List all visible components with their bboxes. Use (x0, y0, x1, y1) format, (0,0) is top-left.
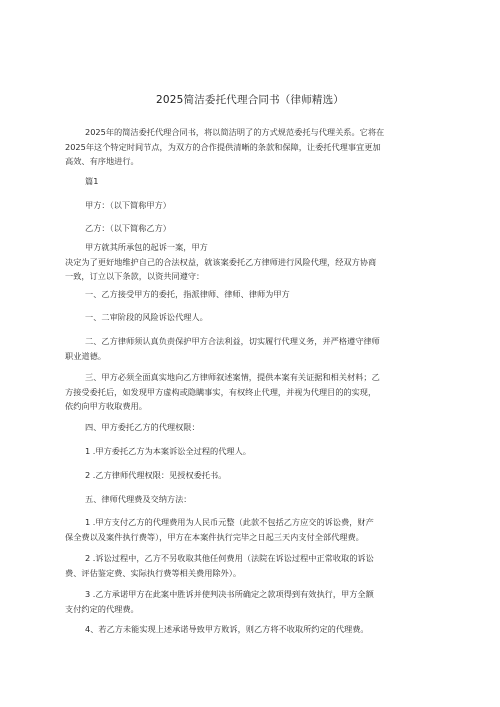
clause-4-paragraph (65, 420, 436, 435)
text-line: 2 .乙方律师代理权限：见授权委托书。 (85, 470, 227, 480)
clause-5-item-2 (65, 551, 436, 580)
text-line: 甲方：（以下简称甲方） (85, 200, 171, 210)
clause-1-paragraph (65, 287, 436, 302)
text-line: 篇1 (85, 176, 99, 186)
intro-paragraph (65, 125, 436, 169)
text-line: 费、评估鉴定费、实际执行费等相关费用除外）。 (65, 567, 242, 578)
clause-2-paragraph (65, 334, 436, 363)
clause-5-item-1 (65, 515, 436, 544)
text-line: 乙方：（以下简称乙方） (85, 223, 171, 233)
text-line: 3 .乙方承诺甲方在此案中胜诉并使判决书所确定之款项得到有效执行，甲方全额 (85, 589, 374, 599)
text-line: 决定为了更好地维护自己的合法权益，就该案委托乙方律师进行风险代理，经双方协商 (65, 256, 377, 267)
text-line: 保全费以及案件执行费等），甲方在本案件执行完毕之日起三天内支付全部代理费。 (65, 531, 364, 542)
clause-5-item-4 (65, 622, 436, 637)
clause-1-continuation (65, 310, 436, 325)
clause-4-item-1 (65, 444, 436, 459)
text-line: 二、乙方律师须认真负责保护甲方合法利益，切实履行代理义务，并严格遵守律师 (85, 336, 380, 346)
text-line: 一、二审阶段的风险诉讼代理人。 (85, 312, 208, 322)
text-line: 2025年的简洁委托代理合同书，将以简洁明了的方式规范委托与代理关系。它将在 (85, 127, 385, 137)
text-line: 一、乙方接受甲方的委托，指派律师、律师、律师为甲方 (85, 289, 290, 299)
text-line: 方接受委托后，如发现甲方虚构或隐瞒事实，有权终止代理，并视为代理目的的实现， (65, 386, 377, 397)
party-a-paragraph (65, 198, 436, 213)
document-title: 2025简洁委托代理合同书（律师精选） (155, 94, 345, 106)
text-line: 高效、有序地进行。 (65, 156, 139, 166)
text-line: 1 .甲方支付乙方的代理费用为人民币元整（此款不包括乙方应交的诉讼费，财产 (85, 517, 374, 527)
text-line: 甲方就其所承包的起诉一案，甲方 (85, 242, 208, 252)
text-line: 四、甲方委托乙方的代理权限： (85, 422, 200, 432)
text-line: 五、律师代理费及交纳方法： (85, 494, 192, 504)
clause-5-paragraph (65, 492, 436, 507)
clause-3-paragraph (65, 370, 436, 414)
party-b-paragraph (65, 221, 436, 236)
text-line: 三、甲方必须全面真实地向乙方律师叙述案情，提供本案有关证据和相关材料；乙 (85, 372, 380, 382)
clause-5-item-3 (65, 587, 436, 616)
text-line: 依约向甲方收取费用。 (65, 401, 147, 411)
text-line: 1 .甲方委托乙方为本案诉讼全过程的代理人。 (85, 446, 251, 456)
text-line: 职业道德。 (65, 350, 106, 361)
text-line: 2025年这个特定时间节点，为双方的合作提供清晰的条款和保障，让委托代理事宜更加 (65, 141, 381, 152)
purpose-paragraph (65, 240, 436, 284)
clause-4-item-2 (65, 468, 436, 483)
text-line: 4、若乙方未能实现上述承诺导致甲方败诉，则乙方将不收取所约定的代理费。 (85, 624, 369, 634)
section-label (65, 174, 436, 189)
text-line: 2 .诉讼过程中，乙方不另收取其他任何费用（法院在诉讼过程中正常收取的诉讼 (85, 553, 374, 563)
text-line: 一致，订立以下条款，以资共同遵守： (65, 271, 205, 281)
text-line: 支付约定的代理费。 (65, 603, 139, 614)
